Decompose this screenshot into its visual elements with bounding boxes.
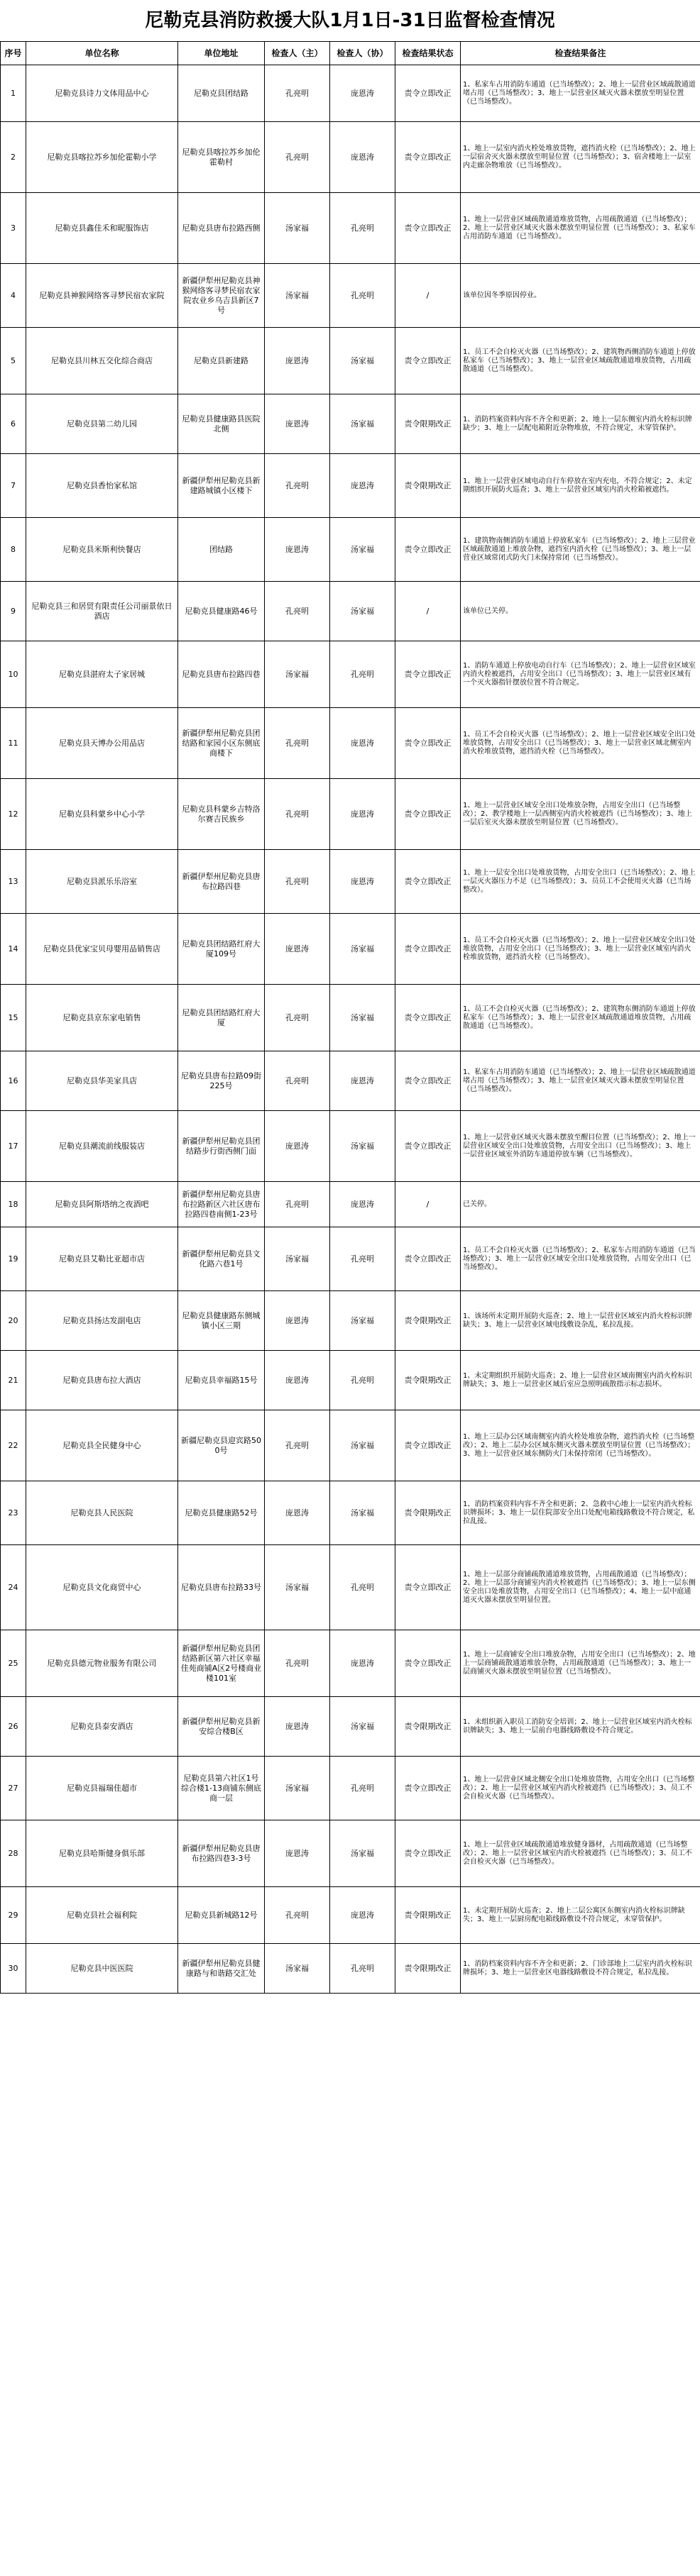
inspector-assist: 汤家福 bbox=[330, 1697, 395, 1757]
row-number: 5 bbox=[1, 328, 26, 394]
unit-address: 尼勒克县新建路 bbox=[178, 328, 265, 394]
unit-address: 尼勒克县团结路红府大厦109号 bbox=[178, 914, 265, 985]
inspector-main: 庞恩涛 bbox=[265, 1111, 330, 1182]
result-status: 责令立即改正 bbox=[395, 779, 461, 850]
row-number: 17 bbox=[1, 1111, 26, 1182]
result-notes: 1、地上一层商铺安全出口堆放杂物，占用安全出口（已当场整改）；2、地上一层商铺疏散通道堆放杂物，占用疏散通道（已当场整改）；3、地上一层商铺灭火器未摆放至明显位置（已当场整改）。 bbox=[461, 1630, 700, 1697]
result-status: 责令限期改正 bbox=[395, 1887, 461, 1944]
inspector-assist: 庞恩涛 bbox=[330, 708, 395, 779]
inspector-assist: 汤家福 bbox=[330, 394, 395, 454]
inspector-assist: 庞恩涛 bbox=[330, 850, 395, 914]
result-notes: 1、员工不会自检灭火器（已当场整改）；2、建筑物西侧消防车通道上停放私家车（已当场整改）；3、地上一层营业区域疏散通道堆放货物，占用疏散通道（已当场整改）。 bbox=[461, 328, 700, 394]
unit-address: 新疆伊犁州尼勒克县文化路六巷1号 bbox=[178, 1227, 265, 1291]
result-notes: 1、消防车通道上停放电动自行车（已当场整改）；2、地上一层营业区域室内消火栓被遮挡，占用安全出口（已当场整改）；3、地上一层营业区域有一个灭火器指针摆放位置不符合规定。 bbox=[461, 641, 700, 708]
result-status: 责令立即改正 bbox=[395, 328, 461, 394]
table-row bbox=[1, 1291, 700, 1351]
unit-address: 新疆伊犁州尼勒克县团结路新区第六社区幸福佳苑商铺A区2号楼商业楼101室 bbox=[178, 1630, 265, 1697]
inspector-main: 庞恩涛 bbox=[265, 1351, 330, 1410]
result-status: 责令立即改正 bbox=[395, 193, 461, 264]
unit-name: 尼勒克县湛府太子家居城 bbox=[26, 641, 178, 708]
row-number: 28 bbox=[1, 1820, 26, 1887]
result-status: 责令限期改正 bbox=[395, 454, 461, 518]
inspector-assist: 庞恩涛 bbox=[330, 1887, 395, 1944]
result-status: 责令立即改正 bbox=[395, 1227, 461, 1291]
row-number: 20 bbox=[1, 1291, 26, 1351]
column-header-name: 单位名称 bbox=[26, 42, 178, 65]
table-row bbox=[1, 1481, 700, 1545]
table-body bbox=[1, 65, 700, 1994]
inspector-assist: 汤家福 bbox=[330, 1410, 395, 1481]
row-number: 6 bbox=[1, 394, 26, 454]
row-number: 8 bbox=[1, 518, 26, 582]
row-number: 15 bbox=[1, 985, 26, 1051]
inspector-main: 庞恩涛 bbox=[265, 1697, 330, 1757]
unit-name: 尼勒克县华美家具店 bbox=[26, 1051, 178, 1111]
unit-name: 尼勒克县哈斯健身俱乐部 bbox=[26, 1820, 178, 1887]
inspector-main: 汤家福 bbox=[265, 193, 330, 264]
table-row bbox=[1, 1697, 700, 1757]
unit-address: 尼勒克县健康路县医院北侧 bbox=[178, 394, 265, 454]
inspector-main: 孔亮明 bbox=[265, 454, 330, 518]
inspector-assist: 庞恩涛 bbox=[330, 1630, 395, 1697]
inspector-main: 孔亮明 bbox=[265, 1887, 330, 1944]
result-notes: 该单位因冬季原因停业。 bbox=[461, 264, 700, 328]
row-number: 10 bbox=[1, 641, 26, 708]
inspector-assist: 汤家福 bbox=[330, 1481, 395, 1545]
result-status: 责令立即改正 bbox=[395, 65, 461, 122]
column-header-notes: 检查结果备注 bbox=[461, 42, 700, 65]
result-notes: 1、员工不会自检灭火器（已当场整改）；2、建筑物东侧消防车通道上停放私家车（已当场整改）；3、地上一层营业区域疏散通道堆放货物，占用疏散通道（已当场整改）。 bbox=[461, 985, 700, 1051]
unit-name: 尼勒克县优家宝贝母婴用品销售店 bbox=[26, 914, 178, 985]
unit-name: 尼勒克县鑫佳禾和昵服饰店 bbox=[26, 193, 178, 264]
unit-address: 尼勒克县团结路红府大厦 bbox=[178, 985, 265, 1051]
inspector-assist: 汤家福 bbox=[330, 328, 395, 394]
result-status: 责令立即改正 bbox=[395, 1051, 461, 1111]
inspector-main: 孔亮明 bbox=[265, 1051, 330, 1111]
unit-address: 团结路 bbox=[178, 518, 265, 582]
unit-address: 尼勒克县唐布拉路33号 bbox=[178, 1545, 265, 1630]
unit-name: 尼勒克县诗力文体用品中心 bbox=[26, 65, 178, 122]
row-number: 11 bbox=[1, 708, 26, 779]
inspector-assist: 孔亮明 bbox=[330, 1351, 395, 1410]
inspector-main: 孔亮明 bbox=[265, 985, 330, 1051]
row-number: 23 bbox=[1, 1481, 26, 1545]
inspector-main: 庞恩涛 bbox=[265, 1820, 330, 1887]
inspector-main: 汤家福 bbox=[265, 1944, 330, 1994]
inspection-table bbox=[0, 41, 700, 1994]
unit-name: 尼勒克县唐布拉大酒店 bbox=[26, 1351, 178, 1410]
result-status: / bbox=[395, 582, 461, 641]
row-number: 1 bbox=[1, 65, 26, 122]
result-status: 责令立即改正 bbox=[395, 1111, 461, 1182]
table-row bbox=[1, 328, 700, 394]
column-header-inspector-assist: 检查人（协） bbox=[330, 42, 395, 65]
page-title: 尼勒克县消防救援大队1月1日-31日监督检查情况 bbox=[145, 10, 555, 31]
table-header-row bbox=[1, 42, 700, 65]
row-number: 29 bbox=[1, 1887, 26, 1944]
inspector-assist: 庞恩涛 bbox=[330, 1051, 395, 1111]
unit-address: 新疆伊犁州尼勒克县团结路和家园小区东侧底商楼下 bbox=[178, 708, 265, 779]
table-row bbox=[1, 193, 700, 264]
table-row bbox=[1, 1545, 700, 1630]
inspector-assist: 汤家福 bbox=[330, 1820, 395, 1887]
table-row bbox=[1, 264, 700, 328]
row-number: 12 bbox=[1, 779, 26, 850]
result-notes: 1、地上一层营业区域灭火器未摆放至醒目位置（已当场整改）；2、地上一层营业区域安全出口处堆放货物，占用安全出口（已当场整改）；3、地上一层营业区域室外消防车通道停放车辆（已当场整改）。 bbox=[461, 1111, 700, 1182]
unit-name: 尼勒克县全民健身中心 bbox=[26, 1410, 178, 1481]
unit-name: 尼勒克县科蒙乡中心小学 bbox=[26, 779, 178, 850]
unit-name: 尼勒克县中医医院 bbox=[26, 1944, 178, 1994]
inspector-assist: 汤家福 bbox=[330, 914, 395, 985]
unit-name: 尼勒克县福瑞佳超市 bbox=[26, 1757, 178, 1820]
inspector-main: 孔亮明 bbox=[265, 1630, 330, 1697]
table-row bbox=[1, 1887, 700, 1944]
result-status: / bbox=[395, 264, 461, 328]
inspector-assist: 孔亮明 bbox=[330, 264, 395, 328]
result-notes: 1、员工不会自检灭火器（已当场整改）；2、私家车占用消防车通道（已当场整改）；3、地上一层营业区域安全出口处堆放货物，占用安全出口（已当场整改）。 bbox=[461, 1227, 700, 1291]
table-row bbox=[1, 1351, 700, 1410]
inspector-main: 庞恩涛 bbox=[265, 914, 330, 985]
result-status: 责令立即改正 bbox=[395, 122, 461, 193]
unit-name: 尼勒克县米斯利快餐店 bbox=[26, 518, 178, 582]
table-row bbox=[1, 582, 700, 641]
row-number: 30 bbox=[1, 1944, 26, 1994]
table-row bbox=[1, 779, 700, 850]
inspector-main: 孔亮明 bbox=[265, 850, 330, 914]
result-notes: 1、地上一层营业区域北侧安全出口处堆放货物，占用安全出口（已当场整改）；2、地上一层营业区域室内消火栓被遮挡（已当场整改）；3、员工不会自检灭火器（已当场整改）。 bbox=[461, 1757, 700, 1820]
unit-name: 尼勒克县京东家电销售 bbox=[26, 985, 178, 1051]
inspector-assist: 汤家福 bbox=[330, 518, 395, 582]
table-row bbox=[1, 1182, 700, 1227]
inspector-main: 孔亮明 bbox=[265, 708, 330, 779]
row-number: 25 bbox=[1, 1630, 26, 1697]
row-number: 21 bbox=[1, 1351, 26, 1410]
inspector-main: 孔亮明 bbox=[265, 779, 330, 850]
unit-name: 尼勒克县神猴网络客寻梦民宿农家院 bbox=[26, 264, 178, 328]
inspector-main: 庞恩涛 bbox=[265, 1291, 330, 1351]
inspector-assist: 汤家福 bbox=[330, 985, 395, 1051]
result-status: 责令立即改正 bbox=[395, 1630, 461, 1697]
inspector-main: 汤家福 bbox=[265, 1545, 330, 1630]
table-row bbox=[1, 641, 700, 708]
result-status: 责令立即改正 bbox=[395, 850, 461, 914]
inspector-main: 孔亮明 bbox=[265, 1182, 330, 1227]
result-status: 责令限期改正 bbox=[395, 1291, 461, 1351]
result-status: 责令立即改正 bbox=[395, 1545, 461, 1630]
table-row bbox=[1, 1410, 700, 1481]
table-row bbox=[1, 1944, 700, 1994]
row-number: 24 bbox=[1, 1545, 26, 1630]
table-row bbox=[1, 985, 700, 1051]
result-notes: 1、消防档案资料内容不齐全和更新；2、地上一层东侧室内消火栓标识牌缺少；3、地上一层配电箱附近杂物堆放，不符合规定，未穿管保护。 bbox=[461, 394, 700, 454]
unit-name: 尼勒克县香怡家私馆 bbox=[26, 454, 178, 518]
result-status: 责令立即改正 bbox=[395, 914, 461, 985]
result-status: 责令限期改正 bbox=[395, 1351, 461, 1410]
row-number: 2 bbox=[1, 122, 26, 193]
unit-name: 尼勒克县文化商贸中心 bbox=[26, 1545, 178, 1630]
unit-address: 新疆伊犁州尼勒克县唐布拉路四巷 bbox=[178, 850, 265, 914]
unit-address: 尼勒克县唐布拉路09街225号 bbox=[178, 1051, 265, 1111]
unit-address: 尼勒克县幸福路15号 bbox=[178, 1351, 265, 1410]
unit-name: 尼勒克县德元物业服务有限公司 bbox=[26, 1630, 178, 1697]
row-number: 13 bbox=[1, 850, 26, 914]
inspector-assist: 庞恩涛 bbox=[330, 454, 395, 518]
result-notes: 1、消防档案资料内容不齐全和更新；2、门诊部地上二层室内消火栓标识牌损坏；3、地上一层营业区电器线路敷设不符合规定，私拉乱接。 bbox=[461, 1944, 700, 1994]
unit-address: 新疆伊犁州尼勒克县团结路步行街西侧门面 bbox=[178, 1111, 265, 1182]
result-notes: 1、员工不会自检灭火器（已当场整改）；2、地上一层营业区域安全出口处堆放货物，占用安全出口（已当场整改）；3、地上一层营业区域室内消火栓堆放货物，遮挡消火栓（已当场整改）。 bbox=[461, 914, 700, 985]
unit-address: 新疆尼勒克县迎宾路500号 bbox=[178, 1410, 265, 1481]
unit-address: 尼勒克县健康路52号 bbox=[178, 1481, 265, 1545]
unit-name: 尼勒克县派乐乐浴室 bbox=[26, 850, 178, 914]
column-header-status: 检查结果状态 bbox=[395, 42, 461, 65]
result-status: 责令立即改正 bbox=[395, 1820, 461, 1887]
result-notes: 1、地上三层办公区域南侧室内消火栓处堆放杂物，遮挡消火栓（已当场整改）；2、地上二层办公区域东侧灭火器未摆放至明显位置（已当场整改）；3、地上一层营业区域东侧防火门未保持常闭（已当场整改）。 bbox=[461, 1410, 700, 1481]
unit-address: 新疆伊犁州尼勒克县新安综合楼B区 bbox=[178, 1697, 265, 1757]
table-row bbox=[1, 1227, 700, 1291]
row-number: 22 bbox=[1, 1410, 26, 1481]
row-number: 19 bbox=[1, 1227, 26, 1291]
result-notes: 已关停。 bbox=[461, 1182, 700, 1227]
inspector-main: 汤家福 bbox=[265, 264, 330, 328]
table-row bbox=[1, 1820, 700, 1887]
row-number: 16 bbox=[1, 1051, 26, 1111]
unit-name: 尼勒克县社会福利院 bbox=[26, 1887, 178, 1944]
result-status: 责令限期改正 bbox=[395, 394, 461, 454]
table-row bbox=[1, 65, 700, 122]
column-header-address: 单位地址 bbox=[178, 42, 265, 65]
unit-address: 新疆伊犁州尼勒克县神猴网络客寻梦民宿农家院农业乡乌吉县新区7号 bbox=[178, 264, 265, 328]
result-notes: 1、该场所未定期开展防火巡查；2、地上一层营业区域室内消火栓标识牌缺失；3、地上一层营业区域电线敷设杂乱，私拉乱接。 bbox=[461, 1291, 700, 1351]
result-notes: 1、建筑物南侧消防车通道上停放私家车（已当场整改）；2、地上三层营业区域疏散通道上堆放杂物，遮挡室内消火栓（已当场整改）；3、地上一层营业区域常闭式防火门未保持常闭（已当场整改）。 bbox=[461, 518, 700, 582]
unit-name: 尼勒克县潮流前线服装店 bbox=[26, 1111, 178, 1182]
result-status: 责令限期改正 bbox=[395, 1481, 461, 1545]
result-status: 责令立即改正 bbox=[395, 641, 461, 708]
inspector-assist: 孔亮明 bbox=[330, 1545, 395, 1630]
row-number: 4 bbox=[1, 264, 26, 328]
inspector-assist: 孔亮明 bbox=[330, 1757, 395, 1820]
result-status: 责令立即改正 bbox=[395, 985, 461, 1051]
table-row bbox=[1, 850, 700, 914]
unit-address: 新疆伊犁州尼勒克县唐布拉路四巷3-3号 bbox=[178, 1820, 265, 1887]
result-notes: 1、未定期开展防火巡查；2、地上二层公寓区东侧室内消火栓标识牌缺失；3、地上一层厨房配电箱线路敷设不符合规定，未穿管保护。 bbox=[461, 1887, 700, 1944]
result-status: 责令立即改正 bbox=[395, 1757, 461, 1820]
inspector-main: 庞恩涛 bbox=[265, 1481, 330, 1545]
inspector-assist: 庞恩涛 bbox=[330, 122, 395, 193]
unit-name: 尼勒克县三和居贸有限责任公司丽景依日酒店 bbox=[26, 582, 178, 641]
result-notes: 1、地上一层安全出口处堆放货物，占用安全出口（已当场整改）；2、地上一层灭火器压力不足（已当场整改）；3、员员工不会使用灭火器（已当场整改）。 bbox=[461, 850, 700, 914]
unit-name: 尼勒克县喀拉苏乡加伦霍勒小学 bbox=[26, 122, 178, 193]
inspector-main: 孔亮明 bbox=[265, 122, 330, 193]
row-number: 7 bbox=[1, 454, 26, 518]
inspector-assist: 孔亮明 bbox=[330, 1944, 395, 1994]
result-notes: 1、私家车占用消防车通道（已当场整改）；2、地上一层营业区域疏散通道堵占用（已当场整改）；3、地上一层营业区域灭火器未摆放至明显位置（已当场整改）。 bbox=[461, 65, 700, 122]
inspector-main: 汤家福 bbox=[265, 1757, 330, 1820]
unit-name: 尼勒克县川林五交化综合商店 bbox=[26, 328, 178, 394]
row-number: 3 bbox=[1, 193, 26, 264]
unit-address: 尼勒克县健康路46号 bbox=[178, 582, 265, 641]
inspector-assist: 孔亮明 bbox=[330, 193, 395, 264]
inspector-assist: 庞恩涛 bbox=[330, 779, 395, 850]
unit-address: 尼勒克县科蒙乡吉特洛尔赛吉民族乡 bbox=[178, 779, 265, 850]
table-row bbox=[1, 1051, 700, 1111]
result-notes: 1、未定期组织开展防火巡查；2、地上一层营业区域南侧室内消火栓标识牌缺失；3、地上一层营业区域后室应急照明疏散指示标志损坏。 bbox=[461, 1351, 700, 1410]
inspector-main: 孔亮明 bbox=[265, 1410, 330, 1481]
unit-name: 尼勒克县阿斯塔纳之夜酒吧 bbox=[26, 1182, 178, 1227]
unit-address: 尼勒克县第六社区1号综合楼1-13商铺东侧底商一层 bbox=[178, 1757, 265, 1820]
inspector-assist: 汤家福 bbox=[330, 582, 395, 641]
inspector-main: 孔亮明 bbox=[265, 582, 330, 641]
result-notes: 1、员工不会自检灭火器（已当场整改）；2、地上一层营业区域安全出口处堆放货物，占用安全出口（已当场整改）；3、地上一层营业区域北侧室内消火栓堆放货物，遮挡消火栓（已当场整改）。 bbox=[461, 708, 700, 779]
row-number: 14 bbox=[1, 914, 26, 985]
table-row bbox=[1, 1111, 700, 1182]
inspector-main: 庞恩涛 bbox=[265, 394, 330, 454]
table-row bbox=[1, 914, 700, 985]
result-status: 责令立即改正 bbox=[395, 518, 461, 582]
result-status: 责令限期改正 bbox=[395, 1944, 461, 1994]
unit-address: 尼勒克县唐布拉路西侧 bbox=[178, 193, 265, 264]
inspector-assist: 汤家福 bbox=[330, 1111, 395, 1182]
unit-name: 尼勒克县人民医院 bbox=[26, 1481, 178, 1545]
row-number: 9 bbox=[1, 582, 26, 641]
table-row bbox=[1, 122, 700, 193]
unit-name: 尼勒克县艾勒比亚超市店 bbox=[26, 1227, 178, 1291]
unit-address: 尼勒克县唐布拉路四巷 bbox=[178, 641, 265, 708]
row-number: 26 bbox=[1, 1697, 26, 1757]
unit-name: 尼勒克县第二幼儿园 bbox=[26, 394, 178, 454]
table-row bbox=[1, 1630, 700, 1697]
inspector-assist: 庞恩涛 bbox=[330, 65, 395, 122]
unit-address: 新疆伊犁州尼勒克县唐布拉路新区六社区唐布拉路四巷南侧1-23号 bbox=[178, 1182, 265, 1227]
result-status: 责令立即改正 bbox=[395, 1410, 461, 1481]
result-notes: 1、地上一层营业区域安全出口处堆放杂物，占用安全出口（已当场整改）；2、教学楼地上一层西侧室内消火栓被遮挡（已当场整改）；3、地上一层后室灭火器未摆放至明显位置（已当场整改）。 bbox=[461, 779, 700, 850]
result-notes: 1、消防档案资料内容不齐全和更新；2、急救中心地上一层室内消火栓标识牌损坏；3、地上一层住院部安全出口处配电箱线路敷设不符合规定，私拉乱接。 bbox=[461, 1481, 700, 1545]
inspector-assist: 孔亮明 bbox=[330, 641, 395, 708]
inspector-main: 汤家福 bbox=[265, 641, 330, 708]
result-notes: 1、私家车占用消防车通道（已当场整改）；2、地上一层营业区域疏散通道堵占用（已当场整改）；3、地上一层营业区域灭火器未摆放至明显位置（已当场整改）。 bbox=[461, 1051, 700, 1111]
row-number: 27 bbox=[1, 1757, 26, 1820]
inspector-main: 汤家福 bbox=[265, 1227, 330, 1291]
column-header-no: 序号 bbox=[1, 42, 26, 65]
table-row bbox=[1, 1757, 700, 1820]
table-row bbox=[1, 394, 700, 454]
table-row bbox=[1, 708, 700, 779]
inspector-main: 庞恩涛 bbox=[265, 518, 330, 582]
inspector-main: 庞恩涛 bbox=[265, 328, 330, 394]
inspector-main: 孔亮明 bbox=[265, 65, 330, 122]
unit-address: 尼勒克县新城路12号 bbox=[178, 1887, 265, 1944]
result-notes: 1、地上一层营业区域疏散通道堆放货物，占用疏散通道（已当场整改）；2、地上一层营业区域灭火器未摆放至明显位置（已当场整改）；3、私家车占用消防车通道（已当场整改）。 bbox=[461, 193, 700, 264]
unit-address: 新疆伊犁州尼勒克县健康路与和谐路交汇处 bbox=[178, 1944, 265, 1994]
column-header-inspector-main: 检查人（主） bbox=[265, 42, 330, 65]
result-notes: 1、地上一层部分商铺疏散通道堆放货物，占用疏散通道（已当场整改）；2、地上一层部分商铺室内消火栓被遮挡（已当场整改）；3、地上一层东侧安全出口处堆放货物，占用安全出口（已当场整改）；4、地上一层中庭通道灭火器未摆放至明显位置。 bbox=[461, 1545, 700, 1630]
unit-address: 尼勒克县喀拉苏乡加伦霍勒村 bbox=[178, 122, 265, 193]
unit-address: 尼勒克县健康路东侧城镇小区三期 bbox=[178, 1291, 265, 1351]
unit-address: 新疆伊犁州尼勒克县新建路城镇小区楼下 bbox=[178, 454, 265, 518]
table-row bbox=[1, 454, 700, 518]
result-notes: 该单位已关停。 bbox=[461, 582, 700, 641]
result-notes: 1、地上一层室内消火栓处堆放货物，遮挡消火栓（已当场整改）；2、地上一层宿舍灭火器未摆放至明显位置（已当场整改）；3、宿舍楼地上一层室内走廊杂物堆放（已当场整改）。 bbox=[461, 122, 700, 193]
table-row bbox=[1, 518, 700, 582]
result-status: / bbox=[395, 1182, 461, 1227]
unit-name: 尼勒克县扬达发副电店 bbox=[26, 1291, 178, 1351]
result-notes: 1、地上一层营业区域疏散通道堆放健身器材，占用疏散通道（已当场整改）；2、地上一层营业区域室内消火栓被遮挡（已当场整改）；3、员工不会自检灭火器（已当场整改）。 bbox=[461, 1820, 700, 1887]
inspector-assist: 孔亮明 bbox=[330, 1227, 395, 1291]
unit-name: 尼勒克县天博办公用品店 bbox=[26, 708, 178, 779]
unit-address: 尼勒克县团结路 bbox=[178, 65, 265, 122]
unit-name: 尼勒克县泰安酒店 bbox=[26, 1697, 178, 1757]
result-notes: 1、未组织新入职员工消防安全培训；2、地上一层营业区域室内消火栓标识牌缺失；3、地上一层前台电器线路敷设不符合规定。 bbox=[461, 1697, 700, 1757]
result-status: 责令立即改正 bbox=[395, 708, 461, 779]
inspector-assist: 汤家福 bbox=[330, 1291, 395, 1351]
row-number: 18 bbox=[1, 1182, 26, 1227]
inspector-assist: 庞恩涛 bbox=[330, 1182, 395, 1227]
result-status: 责令限期改正 bbox=[395, 1697, 461, 1757]
result-notes: 1、地上一层营业区域电动自行车停放在室内充电，不符合规定；2、未定期组织开展防火巡查；3、地上一层营业区域室内消火栓箱被遮挡。 bbox=[461, 454, 700, 518]
